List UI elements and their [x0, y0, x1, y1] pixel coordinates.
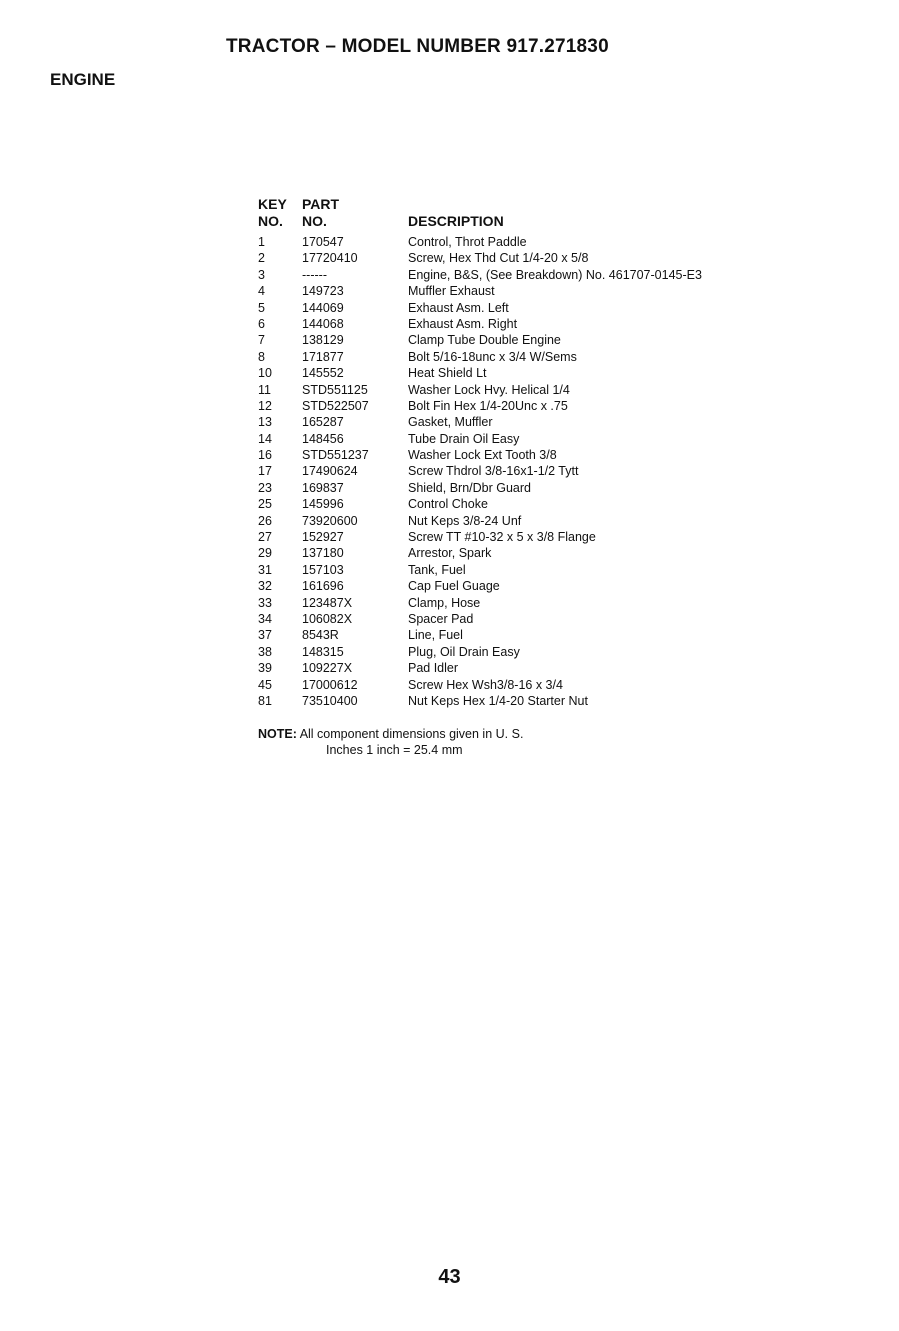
key-no-cell: 23: [258, 480, 272, 495]
description-cell: Clamp Tube Double Engine: [408, 333, 561, 348]
description-cell: Nut Keps Hex 1/4-20 Starter Nut: [408, 693, 588, 708]
part-no-cell: 149723: [302, 284, 344, 299]
description-cell: Control, Throt Paddle: [408, 235, 527, 249]
description-cell: Screw TT #10-32 x 5 x 3/8 Flange: [408, 530, 596, 545]
description-cell: Screw, Hex Thd Cut 1/4-20 x 5/8: [408, 251, 589, 266]
description-cell: Shield, Brn/Dbr Guard: [408, 480, 531, 495]
part-no-cell: 8543R: [302, 628, 339, 643]
part-no-cell: 73920600: [302, 513, 358, 528]
key-no-cell: 34: [258, 611, 272, 626]
part-no-cell: 17000612: [302, 677, 358, 692]
description-cell: Tube Drain Oil Easy: [408, 431, 520, 446]
description-cell: Bolt Fin Hex 1/4-20Unc x .75: [408, 398, 568, 413]
description-cell: Muffler Exhaust: [408, 284, 495, 299]
description-cell: Gasket, Muffler: [408, 415, 493, 430]
note-line-1: [258, 726, 523, 742]
description-cell: Heat Shield Lt: [408, 366, 487, 381]
part-no-cell: 170547: [302, 235, 344, 249]
key-no-cell: 25: [258, 497, 272, 512]
description-cell: Screw Thdrol 3/8-16x1-1/2 Tytt: [408, 464, 579, 479]
key-no-cell: 4: [258, 284, 265, 299]
key-no-cell: 5: [258, 300, 265, 315]
key-no-cell: 6: [258, 316, 265, 331]
part-no-header-line1: PART: [302, 196, 340, 212]
key-no-header-line2: NO.: [258, 213, 283, 229]
part-no-cell: 145996: [302, 497, 344, 512]
part-no-cell: 144069: [302, 300, 344, 315]
description-header: DESCRIPTION: [408, 213, 504, 229]
section-title: ENGINE: [50, 70, 116, 89]
description-cell: Exhaust Asm. Left: [408, 300, 509, 315]
part-no-cell: 137180: [302, 546, 344, 561]
description-cell: Engine, B&S, (See Breakdown) No. 461707-0145-E3: [408, 267, 702, 282]
page-number: 43: [438, 1266, 461, 1288]
part-no-cell: 17490624: [302, 464, 358, 479]
page-title: TRACTOR – MODEL NUMBER 917.271830: [226, 36, 609, 57]
description-cell: Tank, Fuel: [408, 562, 466, 577]
key-no-cell: 14: [258, 431, 272, 446]
note-label: NOTE:: [258, 727, 297, 741]
part-no-cell: 106082X: [302, 611, 353, 626]
key-no-cell: 27: [258, 530, 272, 545]
key-no-cell: 26: [258, 513, 272, 528]
key-no-cell: 11: [258, 382, 271, 397]
note-text-2: Inches 1 inch = 25.4 mm: [326, 743, 463, 757]
key-no-cell: 37: [258, 628, 272, 643]
part-no-cell: 157103: [302, 562, 344, 577]
description-cell: Clamp, Hose: [408, 595, 481, 610]
key-no-cell: 12: [258, 398, 272, 413]
part-no-cell: 171877: [302, 349, 344, 364]
part-no-cell: 169837: [302, 480, 344, 495]
part-no-cell: 138129: [302, 333, 344, 348]
key-no-cell: 31: [258, 562, 272, 577]
key-no-cell: 17: [258, 464, 272, 479]
key-no-cell: 16: [258, 448, 272, 463]
description-cell: Control Choke: [408, 497, 488, 512]
part-no-cell: 109227X: [302, 661, 353, 676]
description-cell: Bolt 5/16-18unc x 3/4 W/Sems: [408, 349, 577, 364]
description-cell: Exhaust Asm. Right: [408, 316, 518, 331]
key-no-header-line1: KEY: [258, 196, 287, 212]
key-no-cell: 81: [258, 693, 272, 708]
key-no-cell: 8: [258, 349, 265, 364]
key-no-cell: 2: [258, 251, 265, 266]
part-no-header-line2: NO.: [302, 213, 327, 229]
part-no-cell: STD551237: [302, 448, 369, 463]
description-cell: Cap Fuel Guage: [408, 579, 500, 594]
part-no-cell: STD522507: [302, 398, 369, 413]
description-cell: Plug, Oil Drain Easy: [408, 644, 520, 659]
part-no-cell: STD551125: [302, 382, 368, 397]
key-no-cell: 33: [258, 595, 272, 610]
key-no-cell: 7: [258, 333, 265, 348]
part-no-cell: 17720410: [302, 251, 358, 266]
description-cell: Spacer Pad: [408, 611, 474, 626]
key-no-cell: 39: [258, 661, 272, 676]
part-no-cell: 148315: [302, 644, 344, 659]
description-cell: Screw Hex Wsh3/8-16 x 3/4: [408, 677, 563, 692]
description-cell: Pad Idler: [408, 661, 459, 676]
key-no-cell: 38: [258, 644, 272, 659]
part-no-cell: 161696: [302, 579, 344, 594]
description-cell: Washer Lock Hvy. Helical 1/4: [408, 382, 570, 397]
key-no-cell: 13: [258, 415, 272, 430]
description-cell: Line, Fuel: [408, 628, 463, 643]
part-no-cell: ------: [302, 267, 327, 282]
part-no-cell: 165287: [302, 415, 344, 430]
part-no-cell: 73510400: [302, 693, 358, 708]
note: [258, 726, 523, 758]
key-no-cell: 32: [258, 579, 272, 594]
key-no-cell: 1: [258, 235, 265, 249]
note-text-1: All component dimensions given in U. S.: [299, 727, 524, 741]
key-no-cell: 10: [258, 366, 272, 381]
key-no-cell: 3: [258, 267, 265, 282]
part-no-cell: 144068: [302, 316, 344, 331]
part-no-cell: 123487X: [302, 595, 353, 610]
description-cell: Arrestor, Spark: [408, 546, 492, 561]
key-no-cell: 29: [258, 546, 272, 561]
part-no-cell: 145552: [302, 366, 344, 381]
key-no-cell: 45: [258, 677, 272, 692]
description-cell: Washer Lock Ext Tooth 3/8: [408, 448, 557, 463]
part-no-cell: 148456: [302, 431, 344, 446]
part-no-cell: 152927: [302, 530, 344, 545]
description-cell: Nut Keps 3/8-24 Unf: [408, 513, 522, 528]
